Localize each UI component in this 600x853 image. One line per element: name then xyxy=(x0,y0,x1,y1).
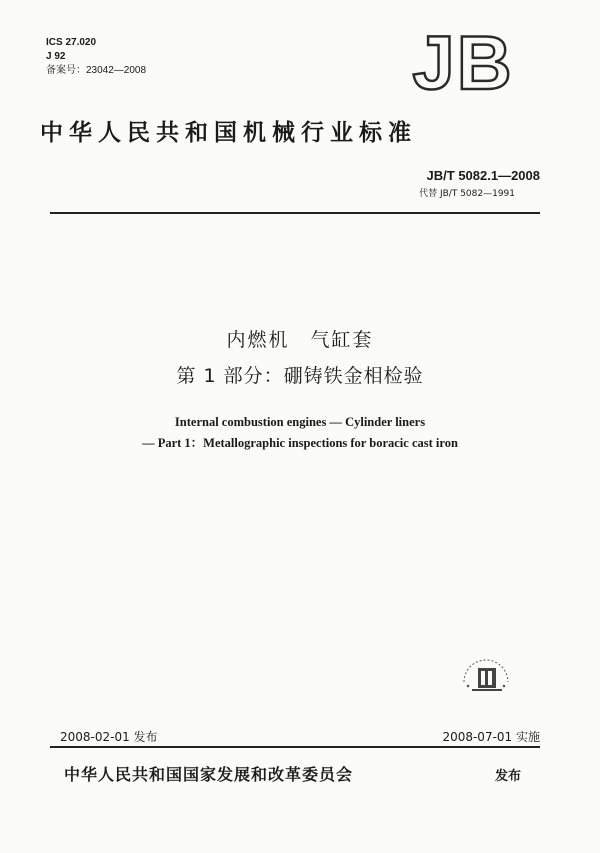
standard-number: JB/T 5082.1—2008 xyxy=(426,168,540,183)
ics-code: ICS 27.020 xyxy=(46,37,97,48)
publish-label: 发布 xyxy=(495,769,522,784)
implementation-date: 2008-07-01 实施 xyxy=(442,730,540,744)
issuing-authority: 中华人民共和国国家发展和改革委员会 xyxy=(64,765,354,784)
ccs-code: J 92 xyxy=(46,51,66,62)
record-number: 备案号：23042—2008 xyxy=(46,65,147,76)
standards-press-seal-icon xyxy=(458,652,514,700)
title-en-line1: Internal combustion engines — Cylinder liners xyxy=(174,415,426,429)
title-cn-line2: 第 1 部分：硼铸铁金相检验 xyxy=(176,365,424,387)
replaces-standard: 代替 JB/T 5082—1991 xyxy=(419,189,515,199)
bottom-divider xyxy=(50,746,540,748)
title-cn-line1: 内燃机 气缸套 xyxy=(226,329,374,351)
jb-logo: JB xyxy=(412,21,514,106)
title-en-line2: — Part 1：Metallographic inspections for boracic cast iron xyxy=(142,436,458,450)
issue-date: 2008-02-01 发布 xyxy=(60,730,158,744)
standard-category-title: 中华人民共和国机械行业标准 xyxy=(40,120,417,146)
top-divider xyxy=(50,212,540,214)
